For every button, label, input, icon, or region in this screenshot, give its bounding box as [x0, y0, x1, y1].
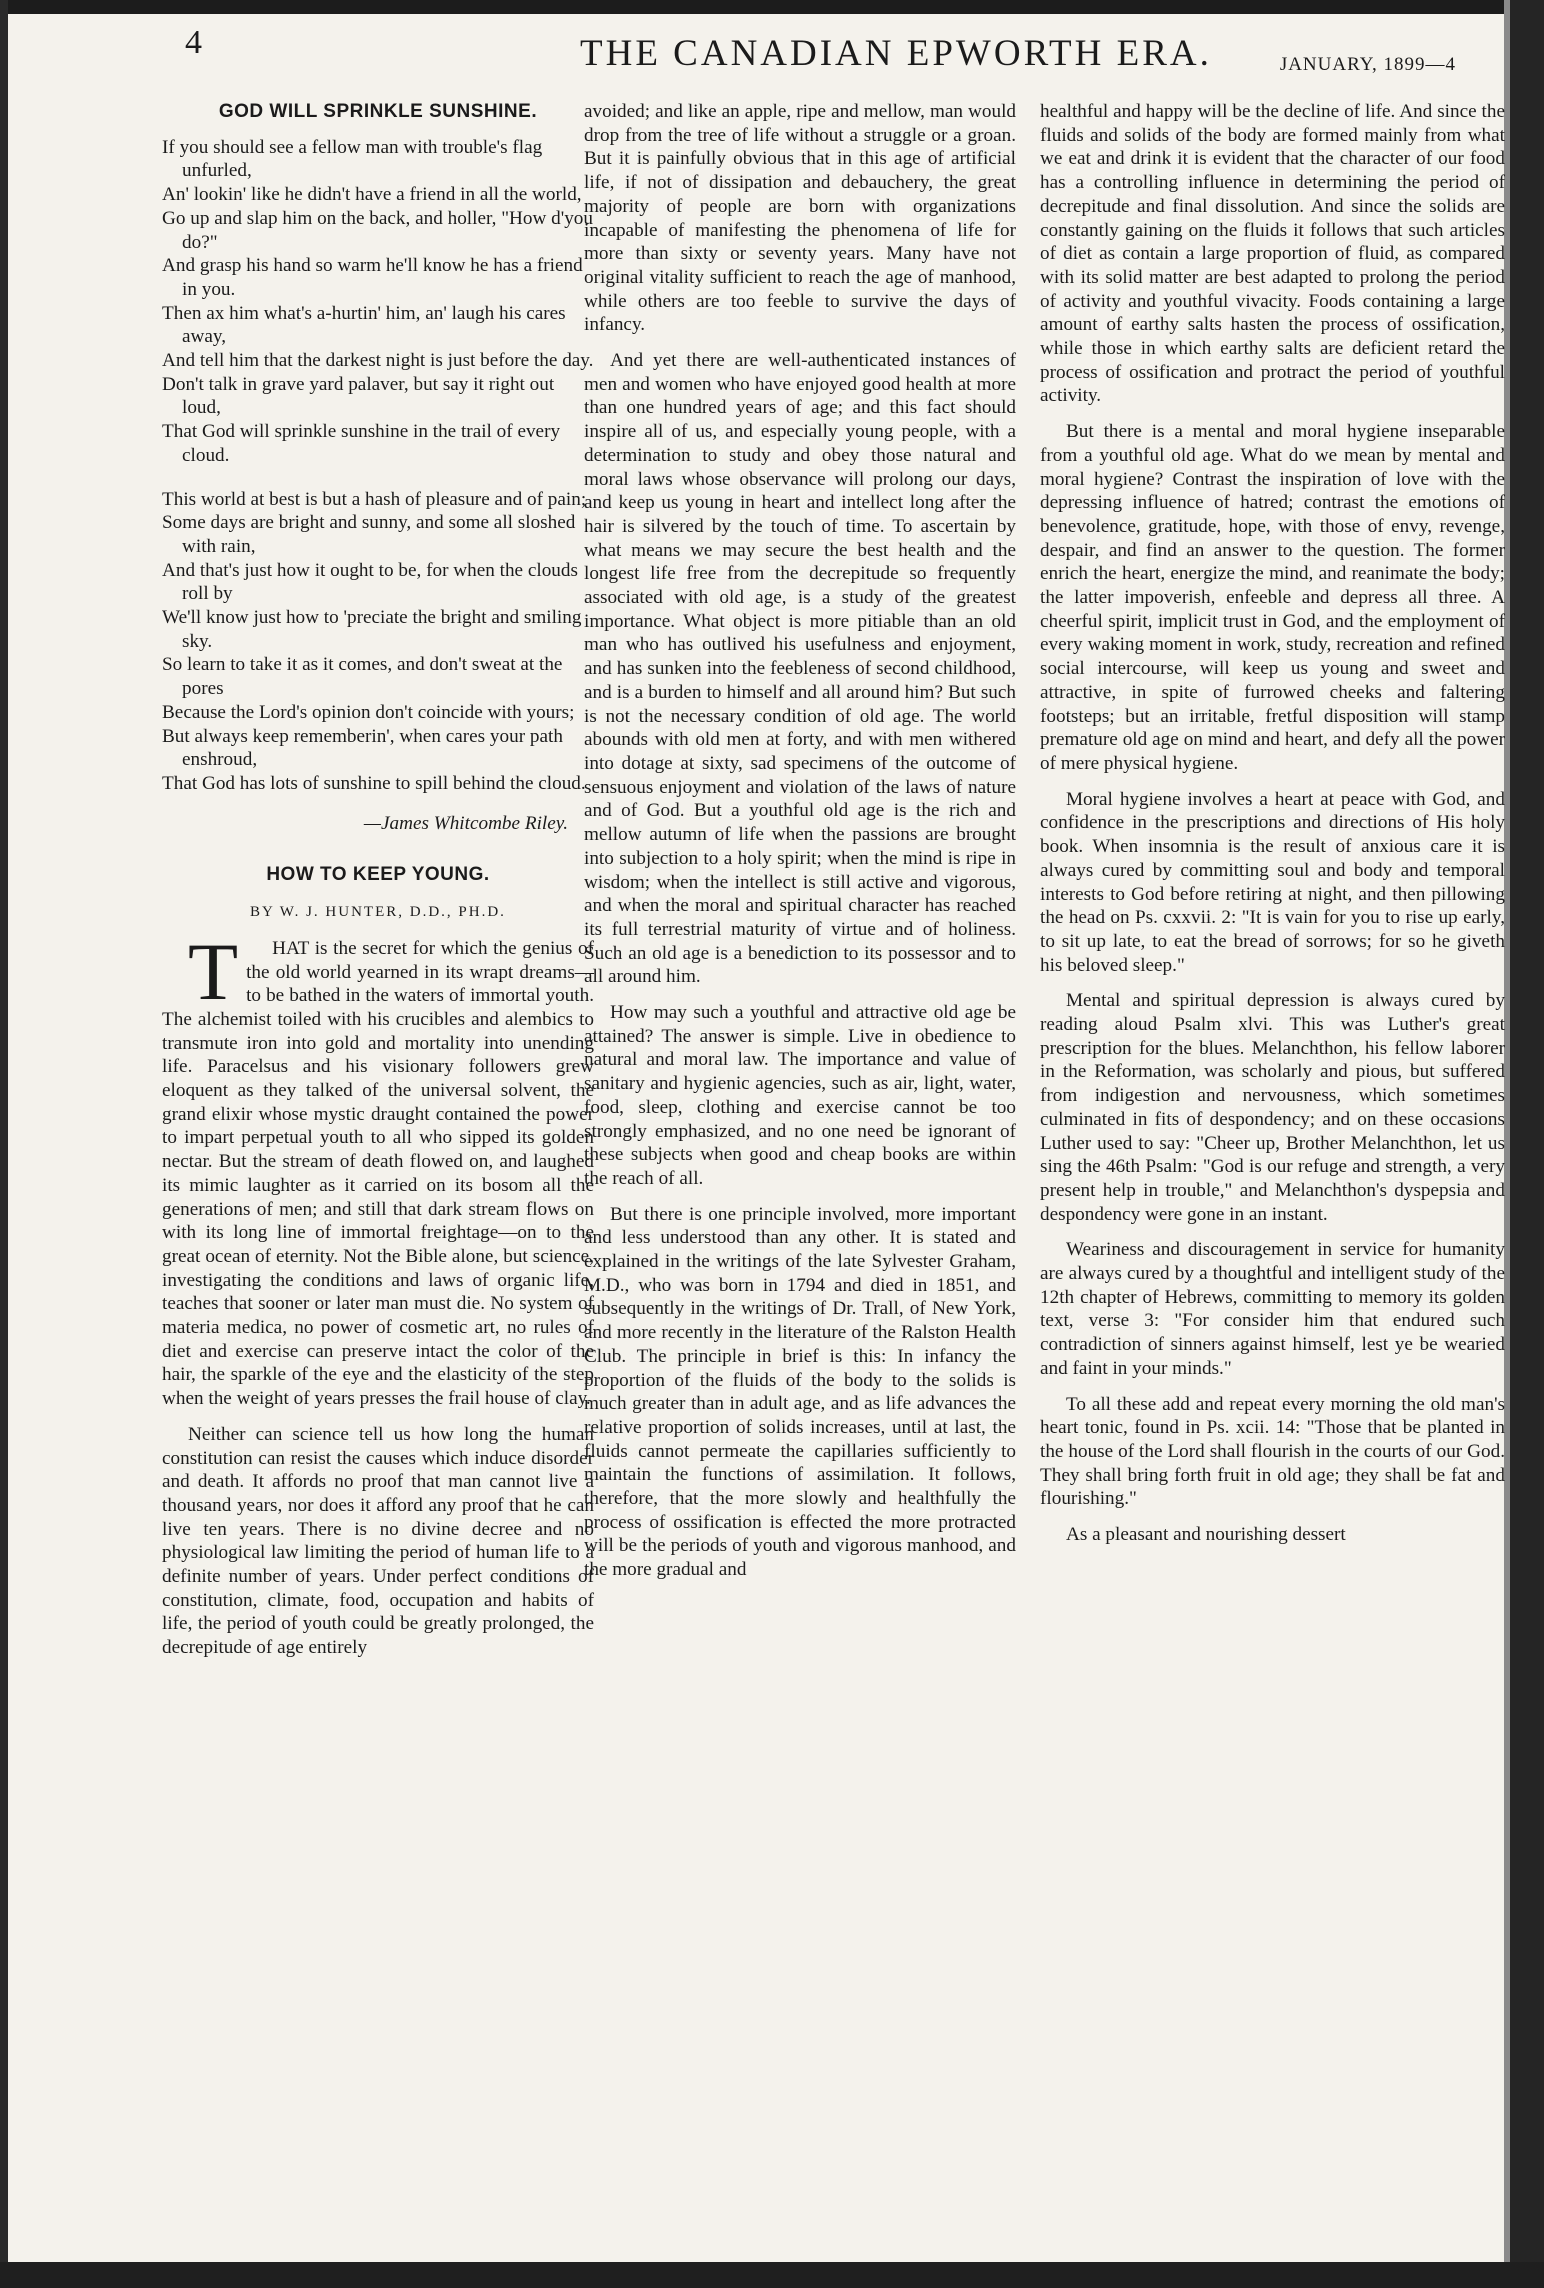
article-paragraph: Moral hygiene involves a heart at peace with God, and confidence in the prescriptions and directions of His holy book. When insomnia is the result of anxious care it is always cured by committing soul and body and temporal interests to God before retiring at night, and then pillowing the head on Ps. cxxvii. 2: "It is vain for you to rise up early, to sit up late, to eat the bread of sorrows; for so he giveth his beloved sleep."	[1040, 788, 1505, 976]
article-paragraph: Mental and spiritual depression is always cured by reading aloud Psalm xlvi. This was Luther's great prescription for the blues. Melanchthon, his fellow laborer in the Reformation, was scholarly and pious, but suffered from indigestion and nervousness, which sometimes culminated in fits of despondency; and on these occasions Luther used to say: "Cheer up, Brother Melanchthon, let us sing the 46th Psalm: "God is our refuge and strength, a very present help in trouble," and Melanchthon's dyspepsia and despondency were gone in an instant.	[1040, 990, 1505, 1225]
article-byline: BY W. J. HUNTER, D.D., PH.D.	[250, 904, 506, 921]
article-paragraph: Neither can science tell us how long the human constitution can resist the causes which induce disorder and death. It affords no proof that man cannot live a thousand years, nor does it afford any proof that he can live ten years. There is no divine decree and no physiological law limiting the period of human life to a definite number of years. Under perfect conditions of constitution, climate, food, occupation and habits of life, the period of youth could be greatly prolonged, the decrepitude of age entirely	[162, 1423, 594, 1659]
scan-edge-bottom	[0, 2262, 1544, 2288]
article-paragraph: But there is a mental and moral hygiene inseparable from a youthful old age. What do we mean by mental and moral hygiene? Contrast the inspiration of love with the depressing influence of hatred; contrast the emotions of benevolence, gratitude, hope, with those of envy, revenge, despair, and find an answer to the question. The former enrich the heart, energize the mind, and reanimate the body; the latter impoverish, enfeeble and depress all three. A cheerful spirit, implicit trust in God, and the employment of every waking moment in work, study, recreation and refined social intercourse, will keep us young and sweet and attractive, in spite of furrowed cheeks and faltering footsteps; but an irritable, fretful disposition will stamp premature old age on mind and heart, and defy all the power of mere physical hygiene.	[1040, 421, 1505, 774]
article-paragraph: But there is one principle involved, more important and less understood than any other. It is stated and explained in the writings of the late Sylvester Graham, M.D., who was born in 1794 and died in 1851, and subsequently in the writings of Dr. Trall, of New York, and more recently in the literature of the Ralston Health Club. The principle in brief is this: In infancy the proportion of the fluids of the body to the solids is much greater than in adult age, and as life advances the relative proportion of solids increases, until at last, the fluids cannot permeate the capillaries sufficiently to maintain the functions of assimilation. It follows, therefore, that the more slowly and healthfully the process of ossification is effected the more protracted will be the periods of youth and vigorous manhood, and the more gradual and	[584, 1203, 1016, 1581]
article-paragraph: As a pleasant and nourishing dessert	[1066, 1524, 1346, 1546]
article-paragraph: To all these add and repeat every morning the old man's heart tonic, found in Ps. xcii. 14: "Those that be planted in the house of the Lord shall flourish in the courts of our God. They shall bring forth fruit in old age; they shall be fat and flourishing."	[1040, 1393, 1505, 1510]
poem-line: And grasp his hand so warm he'll know he has a friend in you.	[162, 255, 583, 300]
poem-stanza-2	[162, 488, 594, 796]
article-title: HOW TO KEEP YOUNG.	[266, 864, 490, 886]
poem-line: That God has lots of sunshine to spill behind the cloud.	[162, 772, 586, 794]
poem-line: That God will sprinkle sunshine in the trail of every cloud.	[162, 421, 561, 466]
column-2	[584, 100, 1016, 1594]
poem-line: We'll know just how to 'preciate the bright and smiling sky.	[162, 607, 582, 652]
poem-title: GOD WILL SPRINKLE SUNSHINE.	[218, 101, 538, 122]
article-paragraph: THAT is the secret for which the genius of the old world yearned in its wrapt dreams—to be bathed in the waters of immortal youth. The alchemist toiled with his crucibles and alembics to transmute iron into gold and mortality into unending life. Paracelsus and his visionary followers grew eloquent as they talked of the universal solvent, the grand elixir whose mystic draught contained the power to impart perpetual youth to all who sipped its golden nectar. But the stream of death flowed on, and laughed its mimic laughter as it carried on its bosom all the generations of men; and still that dark stream flows on with its long line of immortal freightage—on to the great ocean of eternity. Not the Bible alone, but science, investigating the conditions and laws of organic life, teaches that sooner or later man must die. No system of materia medica, no power of cosmetic art, no rules of diet and exercise can preserve intact the color of the hair, the sparkle of the eye and the elasticity of the step when the weight of years presses the frail house of clay.	[162, 925, 594, 1410]
poem-line: So learn to take it as it comes, and don't sweat at the pores	[162, 654, 563, 700]
column-1	[162, 100, 594, 1672]
poem-line: Because the Lord's opinion don't coincide with yours;	[162, 701, 575, 723]
article-paragraph: Weariness and discouragement in service for humanity are always cured by a thoughtful and intelligent study of the 12th chapter of Hebrews, committing to memory its golden text, verse 3: "For consider him that endured such contradiction of sinners against himself, lest ye be wearied and faint in your minds."	[1040, 1239, 1505, 1379]
article-paragraph: And yet there are well-authenticated instances of men and women who have enjoyed good health at more than one hundred years of age; and this fact should inspire all of us, and especially young people, with a determination to study and obey those natural and moral laws whose observance will prolong our days, and keep us young in heart and intellect long after the hair is silvered by the touch of time. To ascertain by what means we may secure the best health and the longest life free from the decrepitude so frequently associated with old age, is a study of the greatest importance. What object is more pitiable than an old man who has outlived his usefulness and enjoyment, and has sunken into the feebleness of second childhood, and is a burden to himself and all around him? But such is not the necessary condition of old age. The world abounds with old men at forty, and with men withered into dotage at sixty, sad specimens of the outcome of sensuous enjoyment and violation of the laws of nature and of God. But a youthful old age is the rich and mellow autumn of life when the passions are brought into subjection to a holy spirit; when the mind is ripe in wisdom; when the intellect is still active and vigorous, and when the moral and spiritual character has reached its full terrestrial maturity of virtue and of holiness. Such an old age is a benediction to its possessor and to all around him.	[584, 350, 1016, 988]
poem-line: Some days are bright and sunny, and some all sloshed with rain,	[162, 512, 576, 557]
poem-line: An' lookin' like he didn't have a friend in all the world,	[162, 184, 582, 206]
dateline: JANUARY, 1899—4	[1279, 54, 1456, 75]
poem-line: This world at best is but a hash of pleasure and of pain;	[162, 488, 587, 510]
masthead-title: THE CANADIAN EPWORTH ERA.	[580, 33, 1212, 74]
scan-edge-right	[1510, 0, 1544, 2288]
scan-edge-left	[0, 0, 8, 2288]
poem-line: Then ax him what's a-hurtin' him, an' laugh his cares away,	[162, 302, 566, 348]
poem-line: If you should see a fellow man with trouble's flag unfurled,	[162, 136, 543, 182]
page-number: 4	[185, 24, 202, 61]
poem-line: And that's just how it ought to be, for when the clouds roll by	[162, 559, 578, 605]
column-3	[1040, 100, 1505, 1559]
poem-stanza-1	[162, 136, 594, 468]
article-paragraph: How may such a youthful and attractive old age be attained? The answer is simple. Live in obedience to natural and moral law. The importance and value of sanitary and hygienic agencies, such as air, light, water, food, sleep, clothing and exercise cannot be too strongly emphasized, and no one need be ignorant of these subjects when good and cheap books are within the reach of all.	[584, 1002, 1016, 1189]
article-paragraph: healthful and happy will be the decline of life. And since the fluids and solids of the body are formed mainly from what we eat and drink it is evident that the character of our food has a controlling influence in determining the period of decrepitude and final dissolution. And since the solids are constantly gaining on the fluids it follows that such articles of diet as contain a large proportion of fluid, as compared with its solid matter are best adapted to prolong the period of activity and youthful vivacity. Foods containing a large amount of earthy salts hasten the process of ossification, while those in which earthy salts are deficient retard the process of ossification and protract the period of youthful activity.	[1040, 101, 1505, 407]
poem-line: Go up and slap him on the back, and holler, "How d'you do?"	[162, 207, 593, 253]
scan-edge-top	[0, 0, 1544, 14]
page-header	[180, 24, 1474, 84]
article-paragraph: avoided; and like an apple, ripe and mellow, man would drop from the tree of life without a struggle or a groan. But it is painfully obvious that in this age of artificial life, if not of dissipation and debauchery, the great majority of people are born with organizations incapable of manifesting the phenomena of life for more than sixty or seventy years. Many have not original vitality sufficient to reach the age of manhood, while others are too feeble to survive the days of infancy.	[584, 101, 1016, 336]
poem-line: But always keep rememberin', when cares your path enshroud,	[162, 725, 563, 771]
poem-line: And tell him that the darkest night is just before the day.	[162, 350, 594, 372]
poem-line: Don't talk in grave yard palaver, but say it right out loud,	[162, 373, 555, 419]
poem-attribution: —James Whitcombe Riley.	[363, 812, 568, 834]
